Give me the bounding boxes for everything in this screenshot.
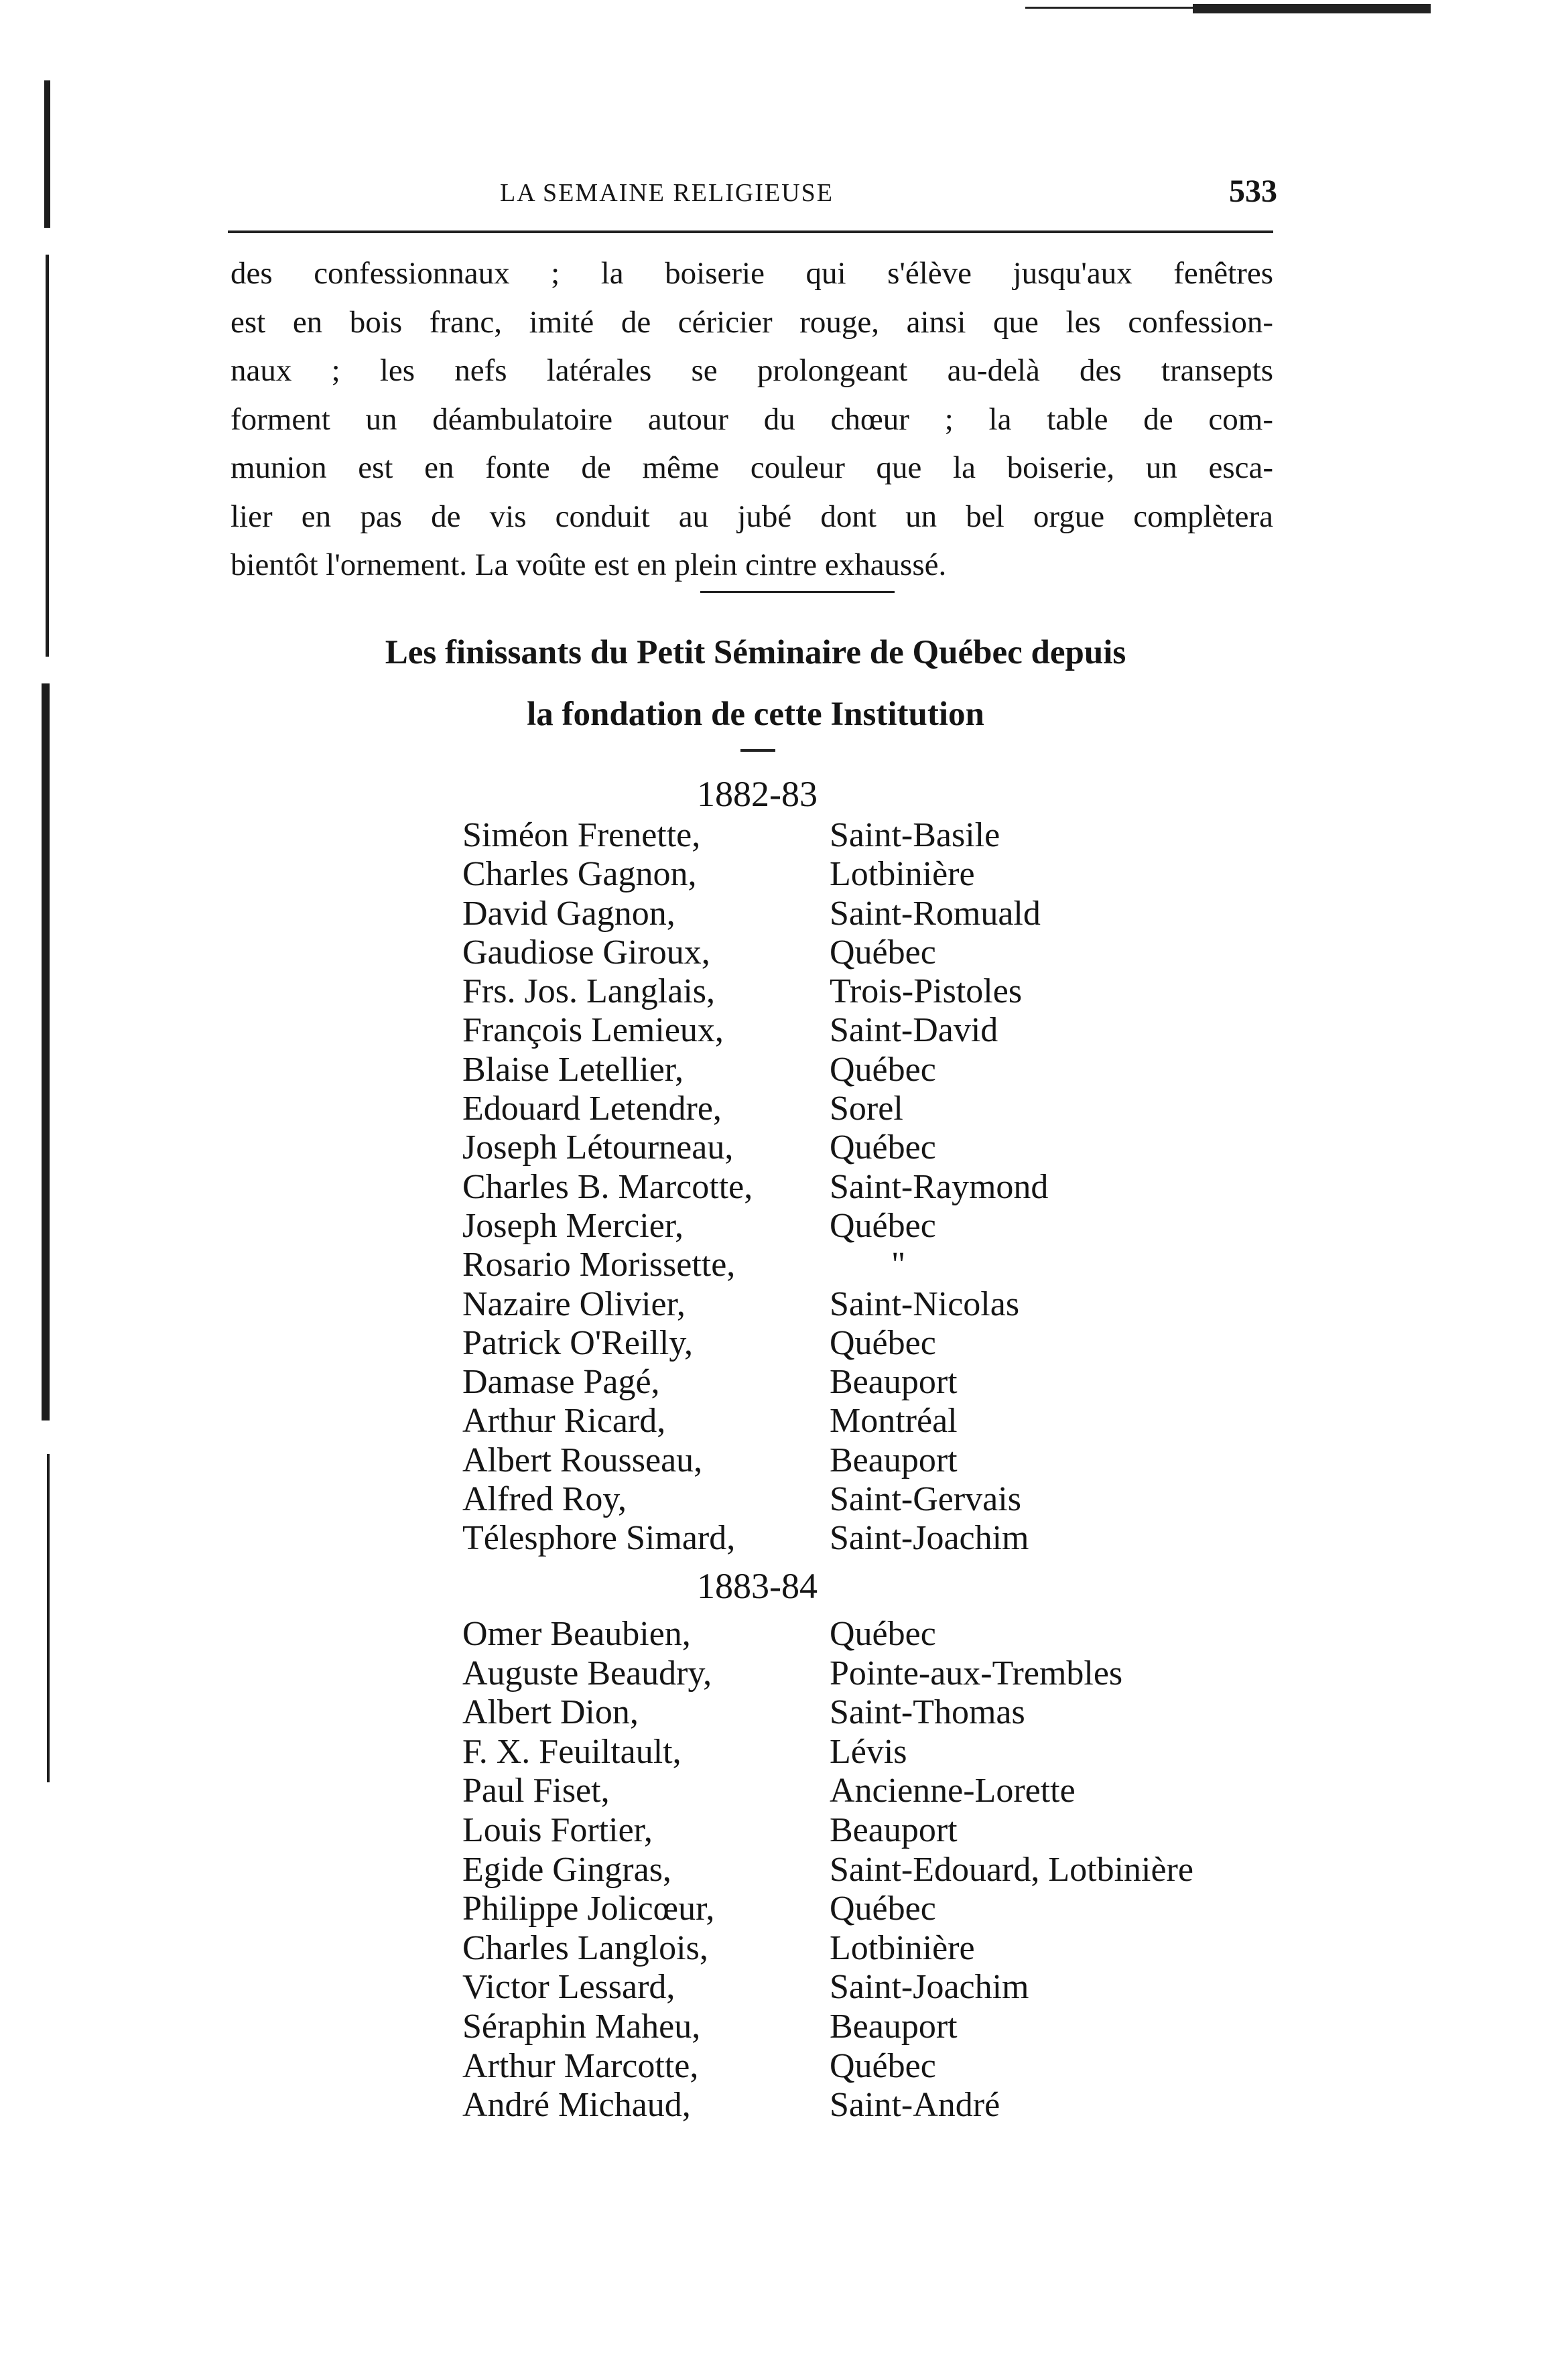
home-parish: "	[891, 1246, 906, 1284]
roster-row	[462, 1011, 1334, 1050]
home-parish: Québec	[830, 1615, 936, 1653]
student-name: Omer Beaubien,	[462, 1615, 691, 1653]
paragraph-line: des confessionnaux ; la boiserie qui s'élève jusqu'aux fenêtres	[231, 256, 1273, 291]
page-number: 533	[1229, 174, 1277, 209]
student-name: Séraphin Maheu,	[462, 2007, 701, 2046]
roster-row	[462, 1772, 1334, 1811]
student-name: Victor Lessard,	[462, 1968, 675, 2007]
roster-row	[462, 1441, 1334, 1480]
student-name: Gaudiose Giroux,	[462, 933, 710, 972]
year-heading: 1883-84	[697, 1566, 818, 1606]
home-parish: Saint-Joachim	[830, 1519, 1029, 1558]
home-parish: Saint-Gervais	[830, 1480, 1021, 1519]
roster-row	[462, 855, 1334, 894]
student-name: André Michaud,	[462, 2086, 691, 2125]
roster-row	[462, 1128, 1334, 1167]
student-name: Joseph Létourneau,	[462, 1128, 734, 1167]
student-name: François Lemieux,	[462, 1011, 724, 1050]
student-name: Egide Gingras,	[462, 1850, 671, 1889]
year-heading: 1882-83	[697, 774, 818, 814]
roster-1882-83	[462, 816, 1334, 1559]
roster-row	[462, 1851, 1334, 1890]
roster-row	[462, 1480, 1334, 1519]
home-parish: Québec	[830, 1128, 936, 1167]
roster-row	[462, 1929, 1334, 1969]
home-parish: Québec	[830, 1890, 936, 1928]
home-parish: Trois-Pistoles	[830, 972, 1023, 1011]
roster-row	[462, 895, 1334, 933]
roster-row	[462, 1207, 1334, 1246]
home-parish: Pointe-aux-Trembles	[830, 1654, 1123, 1693]
home-parish: Québec	[830, 1206, 936, 1245]
roster-row	[462, 972, 1334, 1011]
paragraph-line: bientôt l'ornement. La voûte est en plein cintre exhaussé.	[231, 547, 947, 582]
roster-row	[462, 1089, 1334, 1128]
paragraph-line: est en bois franc, imité de céricier rouge, ainsi que les confession-	[231, 304, 1273, 340]
student-name: Frs. Jos. Langlais,	[462, 972, 715, 1011]
section-title-line: Les finissants du Petit Séminaire de Québec depuis	[385, 634, 1126, 671]
home-parish: Saint-David	[830, 1011, 998, 1050]
home-parish: Beauport	[830, 1363, 958, 1402]
home-parish: Saint-Edouard, Lotbinière	[830, 1850, 1193, 1889]
roster-row	[462, 1402, 1334, 1441]
home-parish: Saint-Joachim	[830, 1968, 1029, 2007]
roster-row	[462, 1168, 1334, 1207]
home-parish: Lévis	[830, 1732, 907, 1771]
roster-row	[462, 933, 1334, 972]
home-parish: Québec	[830, 933, 936, 972]
scan-edge-segment	[46, 255, 49, 657]
student-name: Auguste Beaudry,	[462, 1654, 712, 1693]
roster-row	[462, 1285, 1334, 1324]
student-name: F. X. Feuiltault,	[462, 1732, 681, 1771]
paragraph-line: naux ; les nefs latérales se prolongeant au-delà des transepts	[231, 353, 1273, 388]
roster-1883-84	[462, 1615, 1334, 2125]
roster-row	[462, 1615, 1334, 1654]
student-name: Charles B. Marcotte,	[462, 1167, 753, 1206]
roster-row	[462, 1890, 1334, 1929]
roster-row	[462, 2086, 1334, 2125]
paragraph-line: lier en pas de vis conduit au jubé dont un bel orgue complètera	[231, 499, 1273, 534]
student-name: Arthur Marcotte,	[462, 2046, 699, 2085]
paragraph-line: munion est en fonte de même couleur que la boiserie, un esca-	[231, 450, 1273, 485]
roster-row	[462, 1246, 1334, 1284]
home-parish: Beauport	[830, 1810, 958, 1849]
roster-row	[462, 1968, 1334, 2007]
roster-row	[462, 1733, 1334, 1772]
roster-row	[462, 1363, 1334, 1402]
student-name: Arthur Ricard,	[462, 1402, 666, 1441]
roster-row	[462, 1811, 1334, 1851]
home-parish: Beauport	[830, 2007, 958, 2046]
home-parish: Saint-Romuald	[830, 894, 1041, 933]
home-parish: Ancienne-Lorette	[830, 1772, 1076, 1810]
roster-row	[462, 1324, 1334, 1363]
student-name: Paul Fiset,	[462, 1772, 610, 1810]
student-name: Nazaire Olivier,	[462, 1284, 686, 1323]
student-name: Albert Dion,	[462, 1693, 639, 1732]
paragraph-line: forment un déambulatoire autour du chœur ; la table de com-	[231, 401, 1273, 437]
roster-row	[462, 1519, 1334, 1558]
student-name: Charles Gagnon,	[462, 855, 697, 894]
student-name: Rosario Morissette,	[462, 1246, 736, 1284]
roster-row	[462, 1051, 1334, 1089]
roster-row	[462, 1654, 1334, 1694]
body-paragraph	[231, 249, 1273, 590]
roster-row	[462, 1693, 1334, 1733]
student-name: Albert Rousseau,	[462, 1441, 703, 1479]
home-parish: Québec	[830, 2046, 936, 2085]
section-title	[201, 622, 1310, 745]
section-separator	[700, 591, 895, 593]
home-parish: Lotbinière	[830, 855, 975, 894]
home-parish: Saint-Raymond	[830, 1167, 1049, 1206]
scan-binding-edge	[32, 80, 59, 1782]
student-name: Blaise Letellier,	[462, 1050, 684, 1089]
student-name: Philippe Jolicœur,	[462, 1890, 715, 1928]
student-name: Siméon Frenette,	[462, 816, 701, 854]
section-title-line: la fondation de cette Institution	[527, 696, 984, 733]
student-name: Edouard Letendre,	[462, 1089, 722, 1128]
roster-row	[462, 2047, 1334, 2087]
student-name: Damase Pagé,	[462, 1363, 660, 1402]
student-name: Télesphore Simard,	[462, 1519, 736, 1558]
home-parish: Saint-André	[830, 2086, 1000, 2125]
header-rule	[228, 230, 1273, 233]
home-parish: Saint-Basile	[830, 816, 1000, 854]
scan-edge-segment	[44, 80, 50, 228]
student-name: Joseph Mercier,	[462, 1206, 684, 1245]
student-name: Alfred Roy,	[462, 1480, 627, 1519]
title-dash	[740, 749, 775, 752]
home-parish: Sorel	[830, 1089, 903, 1128]
scan-top-mark	[1193, 4, 1431, 13]
scan-edge-segment	[47, 1454, 50, 1782]
home-parish: Saint-Nicolas	[830, 1284, 1020, 1323]
home-parish: Montréal	[830, 1402, 958, 1441]
student-name: David Gagnon,	[462, 894, 675, 933]
home-parish: Lotbinière	[830, 1928, 975, 1967]
home-parish: Saint-Thomas	[830, 1693, 1025, 1732]
roster-row	[462, 2007, 1334, 2047]
roster-row	[462, 816, 1334, 855]
home-parish: Québec	[830, 1323, 936, 1362]
student-name: Patrick O'Reilly,	[462, 1323, 693, 1362]
running-head	[228, 173, 1300, 213]
home-parish: Beauport	[830, 1441, 958, 1479]
student-name: Louis Fortier,	[462, 1810, 653, 1849]
home-parish: Québec	[830, 1050, 936, 1089]
running-title: LA SEMAINE RELIGIEUSE	[500, 179, 834, 207]
student-name: Charles Langlois,	[462, 1928, 708, 1967]
